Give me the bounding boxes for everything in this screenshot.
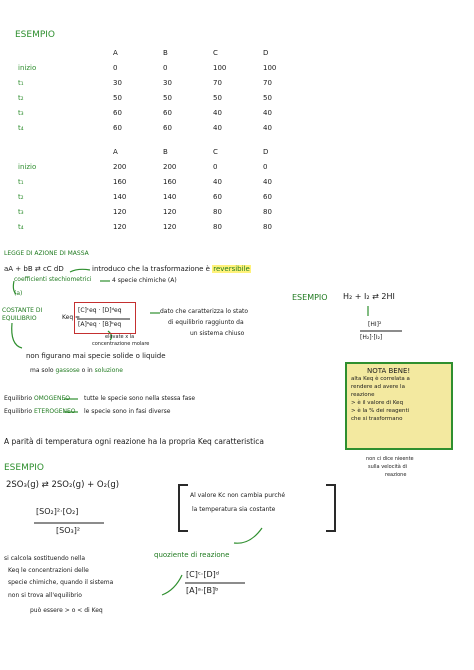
coefficienti-label: coefficienti stechiometrici	[14, 276, 92, 283]
cell: 60	[263, 192, 272, 201]
elevate-line2: concentrazione molare	[92, 341, 150, 347]
non-figurano-text: non figurano mai specie solide o liquide	[26, 352, 166, 360]
cell: 40	[213, 177, 222, 186]
header-c: C	[213, 48, 218, 57]
gassose-text: gassose	[55, 367, 80, 374]
calcola-line3: specie chimiche, quando il sistema	[8, 579, 114, 586]
quoziente-label: quoziente di reazione	[154, 551, 230, 559]
table-row	[18, 159, 308, 174]
header-d: D	[263, 147, 269, 156]
row-label: t₁	[18, 177, 24, 186]
table-row	[18, 60, 308, 75]
table-header-row	[18, 144, 308, 159]
o-in-text: o in	[81, 367, 93, 374]
calcola-line5: può essere > o < di Keq	[30, 607, 103, 614]
nota-title: NOTA BENE!	[367, 367, 411, 375]
cell: 70	[213, 78, 222, 87]
nota-bene-box	[345, 362, 453, 450]
cell: 160	[113, 177, 127, 186]
row-label: t₂	[18, 192, 24, 201]
cell: 40	[263, 108, 272, 117]
omogeneo-label: Equilibrio	[4, 395, 33, 402]
legge-introduce	[92, 265, 251, 273]
nota-line: alta Keq è correlata a	[351, 376, 410, 382]
esempio3-reaction: 2SO₃(g) ⇄ 2SO₂(g) + O₂(g)	[6, 480, 120, 490]
keq-denominator: [A]ᵃeq · [B]ᵇeq	[78, 321, 122, 328]
header-b: B	[163, 147, 168, 156]
quoziente-denominator: [A]ᵃ·[B]ᵇ	[186, 586, 219, 595]
cell: 120	[163, 207, 177, 216]
bracket-line1: Al valore Kc non cambia purché	[190, 492, 286, 499]
ma-solo-text: ma solo	[30, 367, 54, 374]
esempio1-title: ESEMPIO	[15, 30, 56, 40]
nota-line: > è la % dei reagenti	[351, 408, 410, 414]
cell: 120	[113, 222, 127, 231]
soluzione-text: soluzione	[94, 367, 123, 374]
dato-line1: dato che caratterizza lo stato	[160, 308, 249, 315]
header-a: A	[113, 147, 118, 156]
esempio-right-title: ESEMPIO	[292, 293, 328, 302]
nota-side2: sulla velocità di	[368, 464, 408, 470]
cell: 80	[263, 207, 272, 216]
nota-line: reazione	[351, 392, 375, 398]
cell: 0	[263, 162, 268, 171]
esempio-right-numerator: [HI]²	[368, 321, 382, 328]
cell: 50	[213, 93, 222, 102]
cell: 30	[113, 78, 122, 87]
header-a: A	[113, 48, 118, 57]
table-row	[18, 90, 308, 105]
cell: 60	[163, 108, 172, 117]
header-d: D	[263, 48, 269, 57]
table-row	[18, 174, 308, 189]
row-label: t₃	[18, 207, 24, 216]
introduce-text: introduco che la trasformazione è	[92, 265, 210, 273]
table-row	[18, 75, 308, 90]
quoziente-numerator: [C]ᶜ·[D]ᵈ	[186, 570, 219, 579]
table-row	[18, 105, 308, 120]
nota-side1: non ci dice nieente	[366, 456, 414, 462]
nota-line: rendere ad avere la	[351, 384, 405, 390]
row-label: t₄	[18, 222, 24, 231]
bracket-line2: la temperatura sia costante	[192, 506, 276, 513]
cell: 100	[263, 63, 277, 72]
row-label: inizio	[18, 63, 37, 72]
legge-title: LEGGE DI AZIONE DI MASSA	[4, 250, 89, 257]
cell: 0	[113, 63, 118, 72]
eterogeneo-line	[4, 408, 76, 415]
cell: 140	[163, 192, 177, 201]
esempio3-title: ESEMPIO	[4, 463, 45, 473]
table-row	[18, 120, 308, 135]
cell: 60	[163, 123, 172, 132]
table-row	[18, 189, 308, 204]
row-label: t₄	[18, 123, 24, 132]
keq-numerator: [C]ᶜeq · [D]ᵈeq	[78, 307, 122, 314]
cell: 80	[213, 222, 222, 231]
cell: 0	[213, 162, 218, 171]
row-label: t₁	[18, 78, 24, 87]
eterogeneo-label: Equilibrio	[4, 408, 33, 415]
cell: 120	[113, 207, 127, 216]
nota-side3: reazione	[385, 472, 407, 478]
header-b: B	[163, 48, 168, 57]
cell: 70	[263, 78, 272, 87]
cell: 50	[163, 93, 172, 102]
omogeneo-text: tutte le specie sono nella stessa fase	[84, 395, 196, 402]
a-note: (a)	[14, 290, 23, 297]
esempio1-table	[18, 45, 308, 135]
calcola-line1: si calcola sostituendo nella	[4, 555, 86, 562]
calcola-line4: non si trova all'equilibrio	[8, 592, 82, 599]
keq-symbol: Keq =	[62, 314, 81, 321]
header-c: C	[213, 147, 218, 156]
omogeneo-kind: OMOGENEO	[33, 395, 71, 402]
bracket-right	[326, 484, 336, 532]
cell: 200	[163, 162, 177, 171]
parita-text: A parità di temperatura ogni reazione ha la propria Keq caratteristica	[4, 437, 264, 446]
specie-label: 4 specie chimiche (A)	[112, 277, 177, 284]
table-header-row	[18, 45, 308, 60]
cell: 0	[163, 63, 168, 72]
cell: 60	[113, 123, 122, 132]
eterogeneo-kind: ETEROGENEO	[33, 408, 76, 415]
cell: 30	[163, 78, 172, 87]
reversibile-highlight: reversibile	[213, 265, 250, 273]
esempio3-denominator: [SO₃]²	[56, 526, 81, 535]
esempio2-table	[18, 144, 308, 234]
row-label: t₂	[18, 93, 24, 102]
cell: 200	[113, 162, 127, 171]
omogeneo-line	[4, 395, 70, 402]
dato-line2: di equilibrio raggiunto da	[168, 319, 244, 326]
esempio-right-denominator: [H₂]·[I₂]	[360, 334, 383, 341]
cell: 40	[263, 177, 272, 186]
esempio3-numerator: [SO₂]²·[O₂]	[36, 507, 79, 516]
cell: 80	[213, 207, 222, 216]
table-row	[18, 204, 308, 219]
bracket-left	[178, 484, 188, 532]
legge-reaction: aA + bB ⇄ cC dD	[4, 265, 64, 273]
cell: 40	[213, 108, 222, 117]
cell: 120	[163, 222, 177, 231]
row-label: t₃	[18, 108, 24, 117]
calcola-line2: Keq le concentrazioni delle	[8, 567, 89, 574]
cell: 60	[213, 192, 222, 201]
nota-line: che si trasformano	[351, 416, 403, 422]
nota-line: > è il valore di Keq	[351, 400, 404, 406]
eterogeneo-text: le specie sono in fasi diverse	[84, 408, 171, 415]
cell: 80	[263, 222, 272, 231]
cell: 160	[163, 177, 177, 186]
table-row	[18, 219, 308, 234]
cell: 50	[113, 93, 122, 102]
dato-line3: un sistema chiuso	[190, 330, 245, 337]
costante-label: COSTANTE DI EQUILIBRIO	[2, 307, 43, 322]
esempio-right-reaction: H₂ + I₂ ⇄ 2HI	[343, 292, 395, 301]
cell: 60	[113, 108, 122, 117]
elevate-line1: elevate x la	[105, 334, 135, 340]
cell: 50	[263, 93, 272, 102]
cell: 40	[263, 123, 272, 132]
cell: 100	[213, 63, 227, 72]
cell: 40	[213, 123, 222, 132]
ma-solo-line	[30, 367, 123, 374]
row-label: inizio	[18, 162, 37, 171]
cell: 140	[113, 192, 127, 201]
